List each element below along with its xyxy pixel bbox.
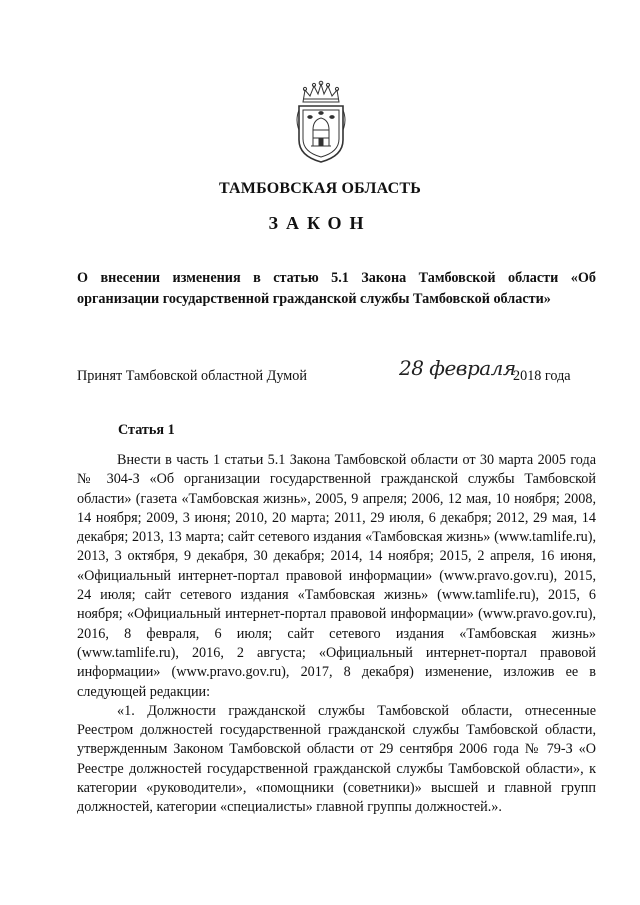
tambov-coat-of-arms-icon — [293, 80, 349, 164]
region-name: ТАМБОВСКАЯ ОБЛАСТЬ — [218, 180, 422, 197]
document-type: ЗАКОН — [268, 213, 372, 233]
article-heading: Статья 1 — [118, 422, 175, 438]
adoption-text: Принят Тамбовской областной Думой — [77, 368, 307, 384]
article-paragraph-2: «1. Должности гражданской службы Тамбовской области, отнесенные Реестром должностей государственной гражданской службы Тамбовской области, утвержденным Законом Тамбовской области от 29 сентября 2006 года № 79-З «О Реестре должностей государственной гражданской службы Тамбовской области», к категории «руководители», «помощники (советники)» высшей и главной групп должностей, категории «специалисты» главной группы должностей.». — [77, 702, 596, 816]
article-paragraph-1: Внести в часть 1 статьи 5.1 Закона Тамбовской области от 30 марта 2005 года № 304-З «Об организации государственной гражданской службы Тамбовской области» (газета «Тамбовская жизнь», 2005, 9 апреля; 2006, 12 мая, 10 ноября; 2008, 14 ноября; 2009, 3 июня; 2010, 20 марта; 2011, 29 июля, 6 декабря; 2012, 29 мая, 14 декабря; 2013, 13 марта; сайт сетевого издания «Тамбовская жизнь» (www.tamlife.ru), 2013, 3 октября, 9 декабря, 30 декабря; 2014, 14 ноября; 2015, 2 апреля, 16 июня, «Официальный интернет-портал правовой информации» (www.pravo.gov.ru), 2015, 24 июля; сайт сетевого издания «Тамбовская жизнь» (www.tamlife.ru), 2015, 6 ноября; «Официальный интернет-портал правовой информации» (www.pravo.gov.ru), 2016, 8 февраля, 6 июля; сайт сетевого издания «Тамбовская жизнь» (www.tamlife.ru), 2016, 2 августа; «Официальный интернет-портал правовой информации» (www.pravo.gov.ru), 2017, 8 декабря) изменение, изложив ее в следующей редакции: — [77, 452, 596, 700]
article-body — [77, 451, 596, 818]
adoption-year: 2018 года — [513, 368, 571, 384]
handwritten-date: 28 февраля — [399, 356, 516, 380]
law-title: О внесении изменения в статью 5.1 Закона Тамбовской области «Об организации государственной гражданской службы Тамбовской области» — [77, 270, 596, 307]
adoption-line — [77, 356, 596, 386]
